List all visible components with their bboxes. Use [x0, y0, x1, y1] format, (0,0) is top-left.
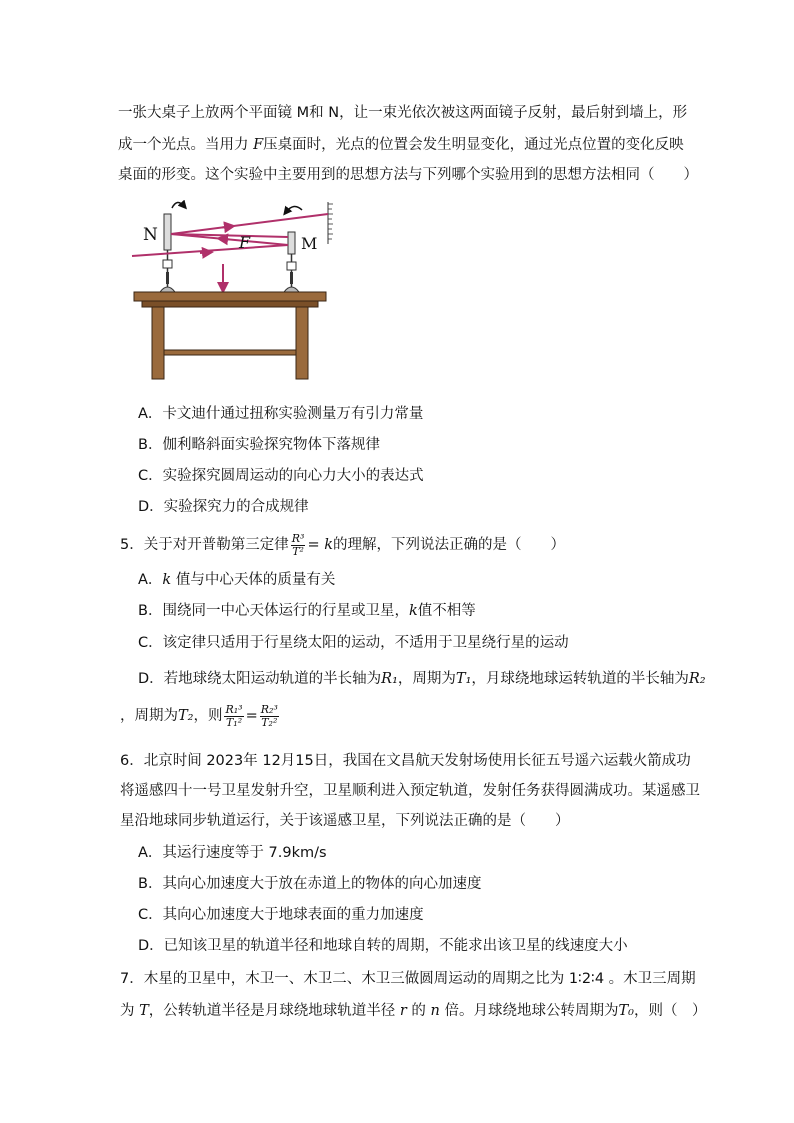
- question-6-stem: 6．北京时间 2023年 12月15日，我国在文昌航天发射场使用长征五号遥六运载火箭成功: [120, 753, 691, 769]
- option-d: D．已知该卫星的轨道半径和地球自转的周期，不能求出该卫星的线速度大小: [138, 938, 628, 954]
- light-beam: [132, 214, 328, 256]
- question-text-line: 桌面的形变。这个实验中主要用到的思想方法与下列哪个实验用到的思想方法相同（ ）: [118, 167, 698, 183]
- option-c: C．实验探究圆周运动的向心力大小的表达式: [138, 468, 424, 484]
- question-5-stem: 5．关于对开普勒第三定律 $\frac{\text{R³}}{\text{T²}}$ = k的理解，下列说法正确的是（ ）: [120, 531, 565, 558]
- label-n: N: [143, 225, 158, 245]
- mirror-m: [288, 232, 295, 254]
- question-text-line: 成一个光点。当用力 F压桌面时，光点的位置会发生明显变化，通过光点位置的变化反映: [118, 137, 684, 153]
- option-c: C．该定律只适用于行星绕太阳的运动，不适用于卫星绕行星的运动: [138, 635, 569, 651]
- option-a: A．卡文迪什通过扭称实验测量万有引力常量: [138, 406, 424, 422]
- option-d-continued: ，周期为T₂，则 $\frac{\text{R₁³}}{\text{T₁²}}$ = $\frac{\text{R₂³}}{\text{T₂²}}$: [120, 702, 278, 729]
- option-a: A．k 值与中心天体的质量有关: [138, 572, 336, 588]
- question-text-line: 为 T，公转轨道半径是月球绕地球轨道半径 r 的 n 倍。月球绕地球公转周期为T₀，则（ ）: [120, 1003, 707, 1019]
- option-b: B．其向心加速度大于放在赤道上的物体的向心加速度: [138, 876, 482, 892]
- option-b: B．围绕同一中心天体运行的行星或卫星，k值不相等: [138, 603, 476, 619]
- label-f: F: [239, 233, 251, 252]
- option-d: D．实验探究力的合成规律: [138, 499, 309, 515]
- question-text-line: 一张大桌子上放两个平面镜 M和 N，让一束光依次被这两面镜子反射，最后射到墙上，形: [118, 105, 688, 121]
- option-c: C．其向心加速度大于地球表面的重力加速度: [138, 907, 424, 923]
- option-a: A．其运行速度等于 7.9km/s: [138, 845, 327, 861]
- option-d: D．若地球绕太阳运动轨道的半长轴为R₁，周期为T₁，月球绕地球运转轨道的半长轴为R₂: [138, 671, 706, 687]
- option-b: B．伽利略斜面实验探究物体下落规律: [138, 437, 380, 453]
- mirror-experiment-figure: [130, 192, 340, 384]
- question-text-line: 将遥感四十一号卫星发射升空，卫星顺利进入预定轨道，发射任务获得圆满成功。某遥感卫: [120, 783, 700, 799]
- question-7-stem: 7．木星的卫星中，木卫一、木卫二、木卫三做圆周运动的周期之比为 1∶2∶4 。木卫三周期: [120, 971, 696, 987]
- mirror-n: [164, 214, 171, 250]
- question-text-line: 星沿地球同步轨道运行，关于该遥感卫星，下列说法正确的是（ ）: [120, 813, 570, 829]
- label-m: M: [301, 234, 318, 253]
- table: [134, 292, 326, 379]
